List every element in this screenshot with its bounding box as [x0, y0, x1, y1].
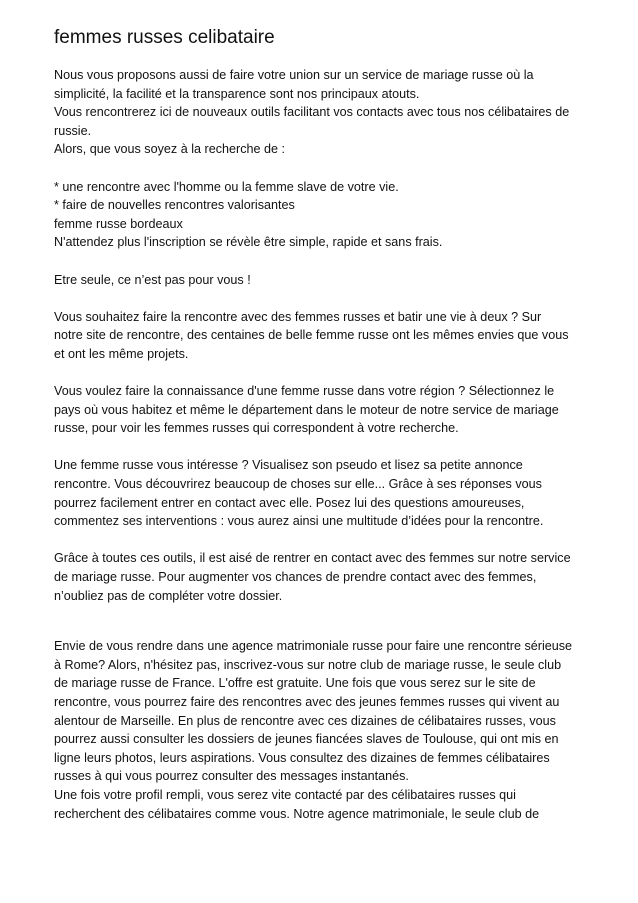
text-line: russie.: [54, 123, 92, 138]
text-line: recherchent des célibataires comme vous. Notre agence matrimoniale, le seule club de: [54, 806, 540, 821]
paragraph-list: [54, 178, 598, 252]
text-line: de mariage russe de France. L'offre est gratuite. Une fois que vous serez sur le site de: [54, 676, 536, 691]
text-line: Une femme russe vous intéresse ? Visualisez son pseudo et lisez sa petite annonce: [54, 458, 523, 473]
paragraph-spacer: [54, 252, 598, 271]
text-line: et ont les même projets.: [54, 346, 189, 361]
text-line: * une rencontre avec l'homme ou la femme slave de votre vie.: [54, 179, 399, 194]
text-line: russes à qui vous pourrez consulter des messages instantanés.: [54, 769, 409, 784]
text-line: ligne leurs photos, leurs aspirations. Vous consultez des dizaines de femmes célibataires: [54, 750, 550, 765]
text-line: N'attendez plus l'inscription se révèle être simple, rapide et sans frais.: [54, 235, 443, 250]
text-line: Une fois votre profil rempli, vous serez vite contacté par des célibataires russes qui: [54, 787, 516, 802]
text-line: à Rome? Alors, n'hésitez pas, inscrivez-vous sur notre club de mariage russe, le seule club: [54, 657, 562, 672]
paragraph-region: [54, 382, 598, 438]
text-line: rencontre, vous pourrez faire des rencontres avec des jeunes femmes russes qui vivent au: [54, 695, 560, 709]
text-line: russe, pour voir les femmes russes qui correspondent à votre recherche.: [54, 421, 459, 436]
text-line: Alors, que vous soyez à la recherche de :: [54, 142, 286, 157]
text-line: commentez ses interventions : vous aurez ainsi une multitude d’idées pour la rencontre.: [54, 514, 544, 529]
paragraph-spacer: [54, 605, 598, 637]
text-line: femme russe bordeaux: [54, 216, 183, 231]
text-line: alentour de Marseille. En plus de rencontre avec ces dizaines de célibataires russes, vous: [54, 713, 556, 728]
paragraph-spacer: [54, 159, 598, 178]
paragraph-interesse: [54, 456, 598, 530]
text-line: Etre seule, ce n’est pas pour vous !: [54, 272, 251, 287]
text-line: pays où vous habitez et même le département dans le moteur de notre service de mariage: [54, 402, 559, 417]
paragraph-intro: [54, 66, 598, 159]
text-line: Nous vous proposons aussi de faire votre union sur un service de mariage russe où la: [54, 68, 534, 82]
text-line: notre site de rencontre, des centaines de belle femme russe ont les mêmes envies que vous: [54, 328, 569, 343]
text-line: * faire de nouvelles rencontres valorisantes: [54, 198, 295, 213]
text-line: pourrez aussi consulter les dossiers de jeunes fiancées slaves de Toulouse, qui ont mis en: [54, 732, 559, 747]
text-line: Vous voulez faire la connaissance d'une femme russe dans votre région ? Sélectionnez le: [54, 384, 555, 399]
paragraph-souhaitez: [54, 308, 598, 364]
text-line: Grâce à toutes ces outils, il est aisé de rentrer en contact avec des femmes sur notre service: [54, 551, 571, 566]
paragraph-spacer: [54, 289, 598, 308]
paragraph-outils: [54, 549, 598, 605]
text-line: pourrez facilement entrer en contact avec elle. Posez lui des questions amoureuses,: [54, 495, 525, 510]
text-line: Vous souhaitez faire la rencontre avec des femmes russes et batir une vie à deux ? Sur: [54, 309, 542, 324]
document-title: femmes russes celibataire: [54, 27, 275, 48]
paragraph-seule: [54, 271, 598, 290]
paragraph-spacer: [54, 438, 598, 457]
paragraph-spacer: [54, 364, 598, 383]
text-line: de mariage russe. Pour augmenter vos chances de prendre contact avec des femmes,: [54, 570, 537, 585]
text-line: simplicité, la facilité et la transparence sont nos principaux atouts.: [54, 86, 420, 101]
text-line: Vous rencontrerez ici de nouveaux outils facilitant vos contacts avec tous nos célibataires de: [54, 105, 570, 120]
text-line: rencontre. Vous découvrirez beaucoup de choses sur elle... Grâce à ses réponses vous: [54, 477, 542, 492]
paragraph-spacer: [54, 531, 598, 550]
text-line: n’oubliez pas de compléter votre dossier.: [54, 588, 283, 603]
text-line: Envie de vous rendre dans une agence matrimoniale russe pour faire une rencontre sérieuse: [54, 639, 573, 654]
paragraph-agence: [54, 637, 598, 823]
